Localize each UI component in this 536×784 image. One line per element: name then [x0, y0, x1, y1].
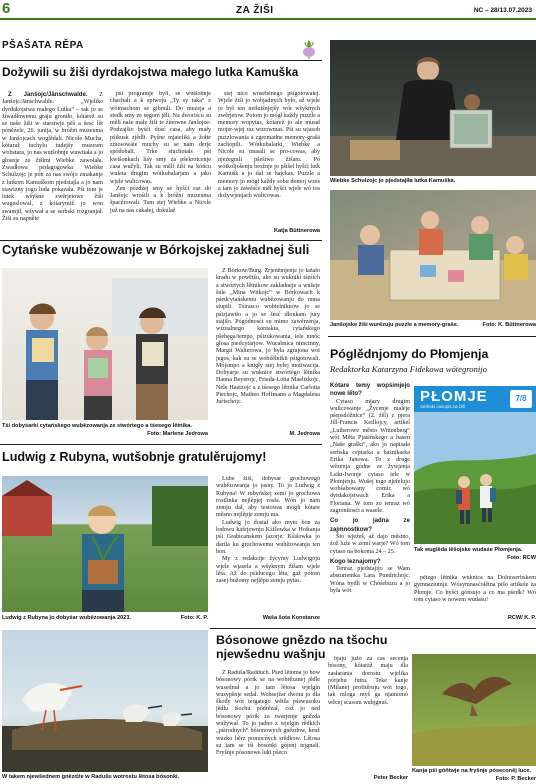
article3-title: Ludwig z Rubyna, wutšobnje gratulěrujomy!: [2, 450, 267, 464]
article5-col2: [328, 656, 408, 772]
article1-col1: Z Janšojc/Jänschwalde. Z Janšojc/Jänschwalde. „Wjelike dyrdakojstwa małego Lutka“ – tak jo se žiwadłowemu graju groniło, kótarež su se naše žiši w starstwje pěš a šesć lět póněźele, 26. junija, w bróžni muzeuma w Janšojcach woglědali. Nicole Mucha, kótaraž tuchylu tudejšy muzeum wobstara, jo nas wutšobnje wuwitała a jo głosnje ze žišimi Wiebke zawołała. Zwadłowa pedagogowka Wiebke Schulzojc je pón za nas swójo zmakanje z lutkom Kamuškom pjedstajla a jo nam stawizny jogo luda pokazała. Pśi tom je lutek wšykne zwěrjetowe žiši wuguslowal, z kótarymiž jo won swamjił, wšywał a se serbski rozgranjał. Žiši su napněte: [2, 91, 103, 223]
article1-col2b-text: Zen pózdźej smy se hyšći raz do Janšojc wrośili a k bróžni muzeuma špacěrowali. Tam stej Wiebke a Nicole juž na nas cakałej, dokulaž: [110, 185, 211, 214]
article5-author: Peter Becker: [373, 775, 408, 781]
photo-ludwig-credit: Foto: K. P.: [180, 615, 208, 621]
photo-ludwig-caption: Ludwig z Rubyna jo dobyśar wubězowanja 2023.: [2, 615, 131, 621]
magazine-cover-title: PŁOMJE: [420, 388, 488, 405]
article4-a1: Cytaso mjazy drugim wulicowanje „Žycenje maleje pśepsdóžnice“ (2. źěl) z pjera Jill-Francis Keillojcy, artikel „Lutherowe město Wittenberg“ wót Měta Pjasińskego a basen „Naše graški“, ako jo napisała serbska ceptarka a basnikarka Erika Janowa. To z druge wězenja gódne ze žywjenja Lsiki-Iwonje cytaso tele w Płomjenju. Wušej togo njefelujo wobšabowany comic wó dyrdakojstwach Erika a Floriana. W tom zo tenraz wó zagronitosći a wasele.: [330, 398, 410, 515]
article4-subtitle: Redaktorka Katarzyna Fidekowa wótegronijo: [330, 364, 487, 374]
photo-kids-puzzle-credit: Foto: K. Büttnerowa: [482, 322, 536, 328]
article5-top-rule: [210, 628, 536, 629]
photo-kite-hunting: [412, 654, 536, 766]
photo-stork-nest-caption: W takem njewšednem gnězdźe w Radušu wotrostu lětosa bósonki.: [2, 774, 180, 780]
magazine-cover: [414, 386, 536, 544]
article1-col2-text: pśi programje byli, se wutšobnje chachali a k spiwoju „Ty sy taka“ z wótmachom se gibnuli. Do muzeja a stedk smy ze sęgom jěli. Na dworiścu su měli naše małe žiši te źinowne Janšojce-Podzajšio byśći dosć casa, aby mały pśikusk zjědli. Pyšne mjateliki a žołte zmosowate muchy su se nam derje spódobali. Trke stuchotałs pśi kwišonkach liśy smy za pšekrotcenje casa wužyli. Tak su měli žiši na kóńcu wuleta drugim wótkubalarjam a jako wjele wulicowas.: [110, 91, 211, 185]
article4-q1: Kótare temy wopśimjejo nowe lěto?: [330, 382, 410, 398]
article3-text: [216, 476, 320, 616]
article4-author: RCW/ K. P.: [507, 615, 536, 621]
article1-col3: [218, 91, 320, 227]
article3-top-rule: [0, 444, 322, 445]
photo-reading-winners-caption: Tśi dobyśarki cytańskego wubězowanja ze stwórtego a tśesego lětnika.: [2, 423, 192, 429]
header-rule: [0, 18, 536, 20]
photo-kite-hunting-caption: Kanja pśi góňtwje na fryšnje póseconěj luce.: [412, 768, 532, 774]
article3-text1: Lube žiši, dobyśar grochowego wubězowanja jo jasny. To jo Ludwig z Rubyna! W rubyńskej zemi jo grochowa rostlinka nejlěpjej rosła. Wón jo nam zemju dał, aby testowas mógli kótare měsno nejlěpje zemju ma.: [216, 476, 320, 519]
article4-col2: [414, 575, 536, 615]
article2-text-body: Z Bórkow/Burg. Zrjeněmjenje jo lažało kradu w powětšu, ako su wuknikí tśeśich a stwórtych lětnikow zakładneje a wušeje šule „Mina Witkojc“ w Bórkowach k pśedcytańskemu wubězowanju do ruma stupili. Tśirasco wobtelniknow jo se pśizjawiło a jo se šesć dłonkam jury stajilo. Pógódnosći su mimo zawěrzenja, wizualnego kontakta, cytańskego pšebęga/tempo, pśizukowania, tele mnóc głosa piedcytarjow. Wucabnica nimcinny, Margit Walterowa, jo była zgrajona wot jegos, kak su se wobźělnikii pśigotowali. Mójsmpo a knigły stej byłej motiwacija. Dobyarje su wuknice stwórtego lětnika Hanna Beyerojc, Frieda-Lotta Maeltzkojc, Nele Haatzojc a z tśesego lětnika Carlotta Piechojc, Matheo Hoffmann a Magdalena Jurischojc.: [216, 268, 320, 406]
photo-kids-puzzle: [330, 190, 536, 320]
photo-reading-winners-credit: Foto: Marlene Jedrowa: [147, 431, 208, 437]
article2-author: M. Jedrowa: [289, 431, 320, 437]
section-title: ZA ŽIŠI: [236, 5, 274, 16]
page-number: 6: [2, 0, 11, 17]
article4-top-rule: [328, 336, 536, 337]
article3-text3: My z redakcije žycymy Ludwigoju wjele wjasela a wšyknym žišam wjele lěta. Až do pśiducego lěta, gaž pótom zasej bužomy nejlěpu zemju pytas.: [216, 556, 320, 585]
article4-q3: Kogo leznajomy?: [330, 557, 381, 565]
article3-author: Waša šota Konstanze: [262, 615, 320, 621]
article4-a2: Što wjeźeš, až dajo městno, źož luźe w zemi warje? Wó tom cytaso na bokoma 24 – 25.: [330, 533, 410, 555]
article1-col3-text: stej nico wóseběnego pśigótowałej. Wjele žiši jo wobjadnych było, až wjele jo był ten neilutšnjejšy wót wšyknych zwěrjetow. Potom jo mógł každy puzzle a memory wopytas, kótarež jo ale musał mojer-wjej raz wurowmas. Pśi su wjasob puzzlowania a zgromadne memory-grašā zachopili. Wótkubalarki, Wiebke a Nicole su musali se pro-cowas, aby njezegrali pšešiwo žišam. Pó wótkoljošenju brožnje jo pšišel hyšći lutk Kamušk a jo dał se hajckas. Puzzle a memory jo mógł každy sobu domoj wzes a tam jo zawěsće měł hyšći wjele wó tos dožywjenjach wulicowas.: [218, 91, 320, 200]
photo-kids-puzzle-caption: Janšojske žiši wurězuju puzzle a memory-graše.: [330, 322, 459, 328]
article1-col2: [110, 91, 211, 236]
article1-title: Dožywili su žiši dyrdakojstwa małego lutka Kamuška: [2, 65, 299, 79]
magazine-cover-credit: Foto: RCW: [507, 555, 536, 561]
article5-title: Bósonowe gnězdo na tšochu njewšednu wašnju: [216, 633, 388, 661]
article2-text: [216, 268, 320, 432]
article4-a3b: pětego lětnika wuknica na Dolnoserbskem gymnaziumje. Wósymnasćolětna pišo artikele za Płomje. Co hyšći góńsujo a co ma pśedk? Wó tom cytaso w nowem wudaśu!: [414, 575, 536, 603]
article4-q2: Co jo jadna ze zajmnostkow?: [330, 517, 410, 533]
magazine-cover-issue: 7/8: [510, 390, 532, 408]
article2-top-rule: [0, 240, 322, 241]
article1-author: Katja Büttnerowa: [274, 228, 320, 234]
issue-info: NC – 28/13.07.2023: [473, 7, 532, 14]
article3-text2: Ludwig jo dostał ako myto bon za łodowu kafejownju Kśišowka w Hoštanja pśi Grabicańskem jazorje. Kśišowka jo darila ku grochowemu wubězowanju ten bon.: [216, 519, 320, 555]
article2-title: Cytańske wubězowanje w Bórkojskej zakładnej šuli: [2, 243, 310, 257]
magazine-cover-tagline: Serbski casopis za žiši: [420, 404, 466, 409]
magazine-cover-caption: Tak wuglěda lěšojske wudaśe Płomjenja.: [414, 547, 523, 553]
article1-col1-text: Z Janšojc/Jänschwalde. „Wjelike dyrdakojstwa małego Lutka“ – tak jo se žiwadłowemu graju groniło, kótarež su se naše žiši w starstwje pěš a šesć lět póněźele, 26. junija, w bróžni muzeuma w Janšojcach woglědali. Nicole Mucha, kótaraž tuchylu tudejšy muzeum wobstara, jo nas wutšobnje wuwitała a jo głosnje ze žišimi Wiebke zawołała. Zwadłowa pedagogowka Wiebke Schulzojc je pón za nas swójo zmakanje z lutkom Kamuškom pjedstajla a jo nam stawizny jogo luda pokazała. Pśi tom je lutek wšykne zwěrjetowe žiši wuguslowal, z kótarymiž jo won swamjił, wšywał a se serbski rozgranjał. Žiši su napněte: [2, 92, 103, 223]
photo-stork-nest: [2, 630, 208, 772]
article5-text1: Z Raduša/Radduch. Pśed lětoma jo how bósonowy pórik se na wobrězanej jědle wusednuł a jo tam lětosa wjelgin wusypšnje sedał. Wobsejžar dwora jo dla škody wót tergatego wětša pśewusoku jědlu tšochu pódrězał, což jo ned bósonowy pórik za twarjenje gnězda wužywał. To jo jadno z wjelgin rědkich „pśirodnych“ bósonowych gnězdow, kenž wuzko běrz pomocnych srědkow. Lětosa su tam se tśi bósonki gójenj tejgnali. Fryšnje pósonowe luki pśeco: [216, 670, 320, 757]
column-title: PŠAŠATA RĚPA: [2, 40, 84, 51]
photo-kite-hunting-credit: Foto: P. Becker: [495, 776, 536, 782]
article4-a3: Tenraz pjedstajijo se Wam absturientka Lara Pundrichojc. Wóna bydli w Chóśebuzu a jo była wót: [330, 566, 410, 595]
article4-col1: [330, 382, 410, 622]
turnip-logo-icon: [298, 38, 320, 60]
photo-ludwig: [2, 476, 208, 612]
photo-puppeteer: [330, 40, 536, 176]
photo-reading-winners: [2, 268, 208, 420]
article5-text2: bjaju južo za cas secenja bósony, kótaraž maju dla zasłarania dorostu wjelika pórjebu futra. Teke kanje (Milane) profitěruju wót togo, tak mloga myš ga njamomó wěcej scasom wubjgnuś.: [328, 656, 408, 706]
article5-col1: [216, 670, 320, 778]
article4-title: Póglědnjomy do Płomjenja: [330, 347, 489, 361]
photo-puppeteer-caption: Wiebke Schulzojc jo pjedstajiła lutka Kamuška.: [330, 178, 456, 184]
article1-top-rule: [0, 60, 322, 61]
